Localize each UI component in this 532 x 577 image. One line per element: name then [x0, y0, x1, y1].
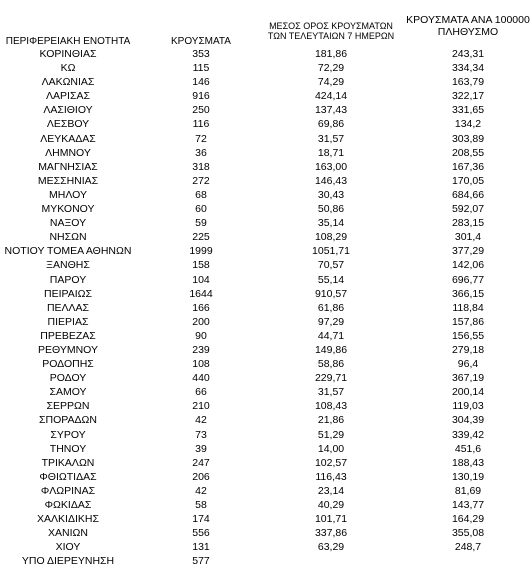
cell-cases: 206 — [192, 470, 210, 483]
cell-cases: 353 — [192, 48, 210, 60]
cell-cases-per-100000: 366,15 — [451, 287, 485, 300]
cell-cases-per-100000: 81,69 — [454, 484, 482, 497]
cell-cases: 72 — [195, 132, 207, 145]
cell-avg-7-days: 50,86 — [317, 203, 345, 216]
table-row — [0, 399, 532, 413]
cell-avg-7-days: 163,00 — [314, 160, 348, 173]
cell-cases-per-100000: 208,55 — [451, 146, 485, 159]
table-row — [0, 498, 532, 512]
cell-avg-7-days: 910,57 — [314, 287, 348, 300]
table-row — [0, 188, 532, 202]
cell-region: ΛΑΡΙΣΑΣ — [46, 90, 90, 103]
cell-cases-per-100000: 96,4 — [457, 358, 479, 371]
cell-avg-7-days: 23,14 — [317, 484, 345, 497]
cell-cases: 36 — [195, 146, 207, 159]
cell-region: ΛΑΣΙΘΙΟΥ — [43, 104, 93, 117]
table-row — [0, 484, 532, 498]
cell-cases-per-100000: 304,39 — [451, 414, 485, 427]
cell-cases: 174 — [192, 513, 210, 526]
table-row — [0, 470, 532, 484]
cell-cases-per-100000: 334,34 — [451, 62, 485, 75]
cell-cases: 42 — [195, 414, 207, 427]
table-row — [0, 456, 532, 470]
cell-region: ΧΑΝΙΩΝ — [48, 527, 88, 540]
table-row — [0, 216, 532, 230]
cell-avg-7-days: 337,86 — [314, 527, 348, 540]
cell-cases: 131 — [192, 541, 210, 554]
cell-cases: 59 — [195, 217, 207, 230]
cell-avg-7-days: 108,43 — [314, 400, 348, 413]
cell-cases: 250 — [192, 104, 210, 117]
cell-avg-7-days: 14,00 — [317, 442, 345, 455]
cell-cases: 556 — [192, 527, 210, 540]
table-row — [0, 273, 532, 287]
cell-cases: 58 — [195, 499, 207, 511]
table-row — [0, 244, 532, 258]
cell-cases-per-100000: 331,65 — [451, 104, 485, 117]
header-region: ΠΕΡΙΦΕΡΕΙΑΚΗ ΕΝΟΤΗΤΑ — [5, 36, 131, 47]
cell-region: ΜΕΣΣΗΝΙΑΣ — [37, 174, 99, 187]
cell-avg-7-days: 58,86 — [317, 358, 345, 371]
cell-cases-per-100000: 283,15 — [451, 217, 485, 230]
table-row — [0, 103, 532, 117]
cell-avg-7-days: 1051,71 — [312, 245, 350, 258]
cell-cases: 1999 — [189, 245, 213, 258]
cell-cases-per-100000: 170,05 — [451, 174, 485, 187]
cell-avg-7-days: 101,71 — [314, 513, 348, 526]
table-row — [0, 301, 532, 315]
cell-avg-7-days: 35,14 — [317, 217, 345, 230]
cell-region: ΣΕΡΡΩΝ — [46, 400, 90, 413]
cell-region: ΠΡΕΒΕΖΑΣ — [40, 329, 96, 342]
table-row — [0, 174, 532, 188]
cell-cases-per-100000: 142,06 — [451, 259, 485, 272]
cell-avg-7-days: 61,86 — [317, 301, 345, 314]
cell-cases: 272 — [192, 174, 210, 187]
cell-region: ΡΟΔΟΥ — [49, 372, 87, 385]
table-body — [0, 47, 532, 568]
cell-region: ΣΠΟΡΑΔΩΝ — [39, 414, 97, 427]
cell-region: ΞΑΝΘΗΣ — [46, 259, 90, 272]
cell-cases: 60 — [195, 203, 207, 216]
cell-avg-7-days: 137,43 — [314, 104, 348, 117]
cell-avg-7-days: 74,29 — [317, 76, 345, 89]
cell-avg-7-days: 72,29 — [317, 62, 345, 75]
cell-cases-per-100000: 301,4 — [454, 231, 482, 244]
cell-avg-7-days: 55,14 — [317, 273, 345, 286]
cell-region: ΦΩΚΙΔΑΣ — [44, 499, 92, 511]
cell-region: ΝΗΣΩΝ — [49, 231, 87, 244]
table-row — [0, 540, 532, 554]
cell-region: ΧΑΛΚΙΔΙΚΗΣ — [37, 513, 99, 526]
table-row — [0, 329, 532, 343]
cell-cases-per-100000: 118,84 — [452, 301, 484, 314]
cell-avg-7-days: 18,71 — [317, 146, 345, 159]
table-header — [0, 0, 532, 47]
table-row — [0, 160, 532, 174]
cell-avg-7-days: 108,29 — [314, 231, 348, 244]
cell-avg-7-days: 31,57 — [317, 132, 345, 145]
header-avg-7-days — [262, 21, 400, 41]
table-row — [0, 385, 532, 399]
cell-cases: 247 — [192, 456, 210, 469]
cell-cases-per-100000: 163,79 — [451, 76, 485, 89]
table-row — [0, 287, 532, 301]
cell-avg-7-days: 21,86 — [317, 414, 345, 427]
cell-cases-per-100000: 167,36 — [451, 160, 485, 173]
cell-region: ΠΙΕΡΙΑΣ — [47, 315, 89, 328]
table-row — [0, 47, 532, 61]
cell-cases: 116 — [192, 118, 210, 131]
cell-cases-per-100000: 143,77 — [451, 499, 485, 511]
cell-cases: 42 — [195, 484, 207, 497]
cell-cases: 66 — [195, 386, 207, 399]
cell-region: ΛΕΥΚΑΔΑΣ — [40, 132, 96, 145]
header-avg-line-2: ΤΩΝ ΤΕΛΕΥΤΑΙΩΝ 7 ΗΜΕΡΩΝ — [267, 31, 395, 41]
cell-cases-per-100000: 243,31 — [451, 48, 485, 60]
table-row — [0, 258, 532, 272]
cell-cases-per-100000: 451,6 — [454, 442, 482, 455]
cell-cases-per-100000: 119,03 — [452, 400, 484, 413]
cell-avg-7-days: 229,71 — [314, 372, 348, 385]
table-row — [0, 61, 532, 75]
cell-cases-per-100000: 157,86 — [451, 315, 485, 328]
cell-cases-per-100000: 130,19 — [451, 470, 485, 483]
cell-region: ΣΥΡΟΥ — [50, 428, 86, 441]
cell-region: ΥΠΟ ΔΙΕΡΕΥΝΗΣΗ — [21, 555, 115, 568]
table-row — [0, 428, 532, 442]
cell-cases: 1644 — [189, 287, 213, 300]
cell-region: ΦΘΙΩΤΙΔΑΣ — [39, 470, 97, 483]
cell-region: ΡΟΔΟΠΗΣ — [42, 358, 94, 371]
cell-cases-per-100000: 322,17 — [451, 90, 485, 103]
cell-cases-per-100000: 367,19 — [451, 372, 485, 385]
cell-avg-7-days: 116,43 — [315, 470, 347, 483]
cell-cases-per-100000: 592,07 — [451, 203, 485, 216]
cell-cases: 68 — [195, 188, 207, 201]
cell-cases: 73 — [195, 428, 207, 441]
cell-region: ΧΙΟΥ — [55, 541, 81, 554]
cell-region: ΝΑΞΟΥ — [49, 217, 87, 230]
cell-avg-7-days: 69,86 — [317, 118, 345, 131]
cell-cases-per-100000: 377,29 — [451, 245, 485, 258]
cell-cases: 90 — [195, 329, 207, 342]
cell-cases-per-100000: 684,66 — [451, 188, 485, 201]
cell-region: ΛΗΜΝΟΥ — [45, 146, 91, 159]
table-row — [0, 371, 532, 385]
cell-avg-7-days: 44,71 — [317, 329, 345, 342]
table-row — [0, 75, 532, 89]
cell-cases-per-100000: 303,89 — [451, 132, 485, 145]
cell-region: ΚΩ — [60, 62, 76, 75]
cell-cases-per-100000: 696,77 — [451, 273, 485, 286]
cell-region: ΛΕΣΒΟΥ — [46, 118, 90, 131]
header-avg-line-1: ΜΕΣΟΣ ΟΡΟΣ ΚΡΟΥΣΜΑΤΩΝ — [269, 21, 393, 31]
cell-region: ΜΥΚΟΝΟΥ — [41, 203, 95, 216]
cell-region: ΦΛΩΡΙΝΑΣ — [40, 484, 96, 497]
cell-region: ΡΕΘΥΜΝΟΥ — [37, 343, 98, 356]
cell-cases-per-100000: 248,7 — [454, 541, 482, 554]
cell-region: ΤΗΝΟΥ — [49, 442, 87, 455]
table-row — [0, 132, 532, 146]
cell-cases: 166 — [192, 301, 210, 314]
cell-cases-per-100000: 134,2 — [454, 118, 482, 131]
cell-cases-per-100000: 156,55 — [451, 329, 485, 342]
cell-region: ΣΑΜΟΥ — [49, 386, 87, 399]
table-row — [0, 442, 532, 456]
cell-avg-7-days: 102,57 — [314, 456, 348, 469]
table-row — [0, 202, 532, 216]
cell-avg-7-days: 63,29 — [317, 541, 345, 554]
cell-avg-7-days: 70,57 — [317, 259, 345, 272]
cell-avg-7-days: 51,29 — [317, 428, 345, 441]
table-row — [0, 146, 532, 160]
cell-region: ΚΟΡΙΝΘΙΑΣ — [39, 48, 97, 60]
table-row — [0, 554, 532, 568]
cell-cases: 146 — [192, 76, 210, 89]
table-row — [0, 526, 532, 540]
cell-avg-7-days: 424,14 — [314, 90, 348, 103]
cell-cases: 39 — [195, 442, 207, 455]
cell-region: ΛΑΚΩΝΙΑΣ — [41, 76, 95, 89]
cell-cases: 115 — [192, 62, 210, 75]
cell-cases-per-100000: 355,08 — [451, 527, 485, 540]
table-row — [0, 357, 532, 371]
cell-cases-per-100000: 279,18 — [451, 343, 485, 356]
header-cases-per-100000 — [404, 14, 532, 38]
table-row — [0, 343, 532, 357]
table-row — [0, 315, 532, 329]
cell-cases: 158 — [192, 259, 210, 272]
cell-cases-per-100000: 200,14 — [451, 386, 485, 399]
header-cases: ΚΡΟΥΣΜΑΤΑ — [171, 36, 231, 47]
cell-region: ΜΑΓΝΗΣΙΑΣ — [38, 160, 98, 173]
table-row — [0, 117, 532, 131]
cell-avg-7-days: 40,29 — [317, 499, 345, 511]
cell-cases-per-100000: 188,43 — [451, 456, 485, 469]
cell-cases: 440 — [192, 372, 210, 385]
cell-cases: 318 — [192, 160, 210, 173]
cell-cases: 577 — [192, 555, 210, 568]
cell-cases: 108 — [192, 358, 210, 371]
cell-region: ΜΗΛΟΥ — [49, 188, 87, 201]
header-per100-line-1: ΚΡΟΥΣΜΑΤΑ ΑΝΑ 100000 — [406, 14, 530, 26]
cell-cases: 239 — [192, 343, 210, 356]
cell-cases: 104 — [192, 273, 210, 286]
cell-cases-per-100000: 339,42 — [451, 428, 485, 441]
cell-region: ΝΟΤΙΟΥ ΤΟΜΕΑ ΑΘΗΝΩΝ — [4, 245, 132, 258]
cell-avg-7-days: 30,43 — [317, 188, 345, 201]
cell-avg-7-days: 181,86 — [314, 48, 348, 60]
cell-cases: 210 — [192, 400, 210, 413]
cell-region: ΠΕΛΛΑΣ — [46, 301, 90, 314]
cell-cases: 200 — [192, 315, 210, 328]
cell-avg-7-days: 31,57 — [317, 386, 345, 399]
table-row — [0, 230, 532, 244]
table-row — [0, 512, 532, 526]
cell-avg-7-days: 149,86 — [314, 343, 348, 356]
cell-avg-7-days: 97,29 — [317, 315, 345, 328]
cell-cases: 225 — [192, 231, 210, 244]
cell-cases: 916 — [192, 90, 210, 103]
cell-region: ΤΡΙΚΑΛΩΝ — [41, 456, 95, 469]
cell-cases-per-100000: 164,29 — [451, 513, 485, 526]
header-per100-line-2: ΠΛΗΘΥΣΜΟ — [437, 26, 499, 38]
table-row — [0, 413, 532, 427]
cell-region: ΠΑΡΟΥ — [49, 273, 87, 286]
cell-avg-7-days: 146,43 — [314, 174, 348, 187]
cell-region: ΠΕΙΡΑΙΩΣ — [44, 287, 92, 300]
table-row — [0, 89, 532, 103]
